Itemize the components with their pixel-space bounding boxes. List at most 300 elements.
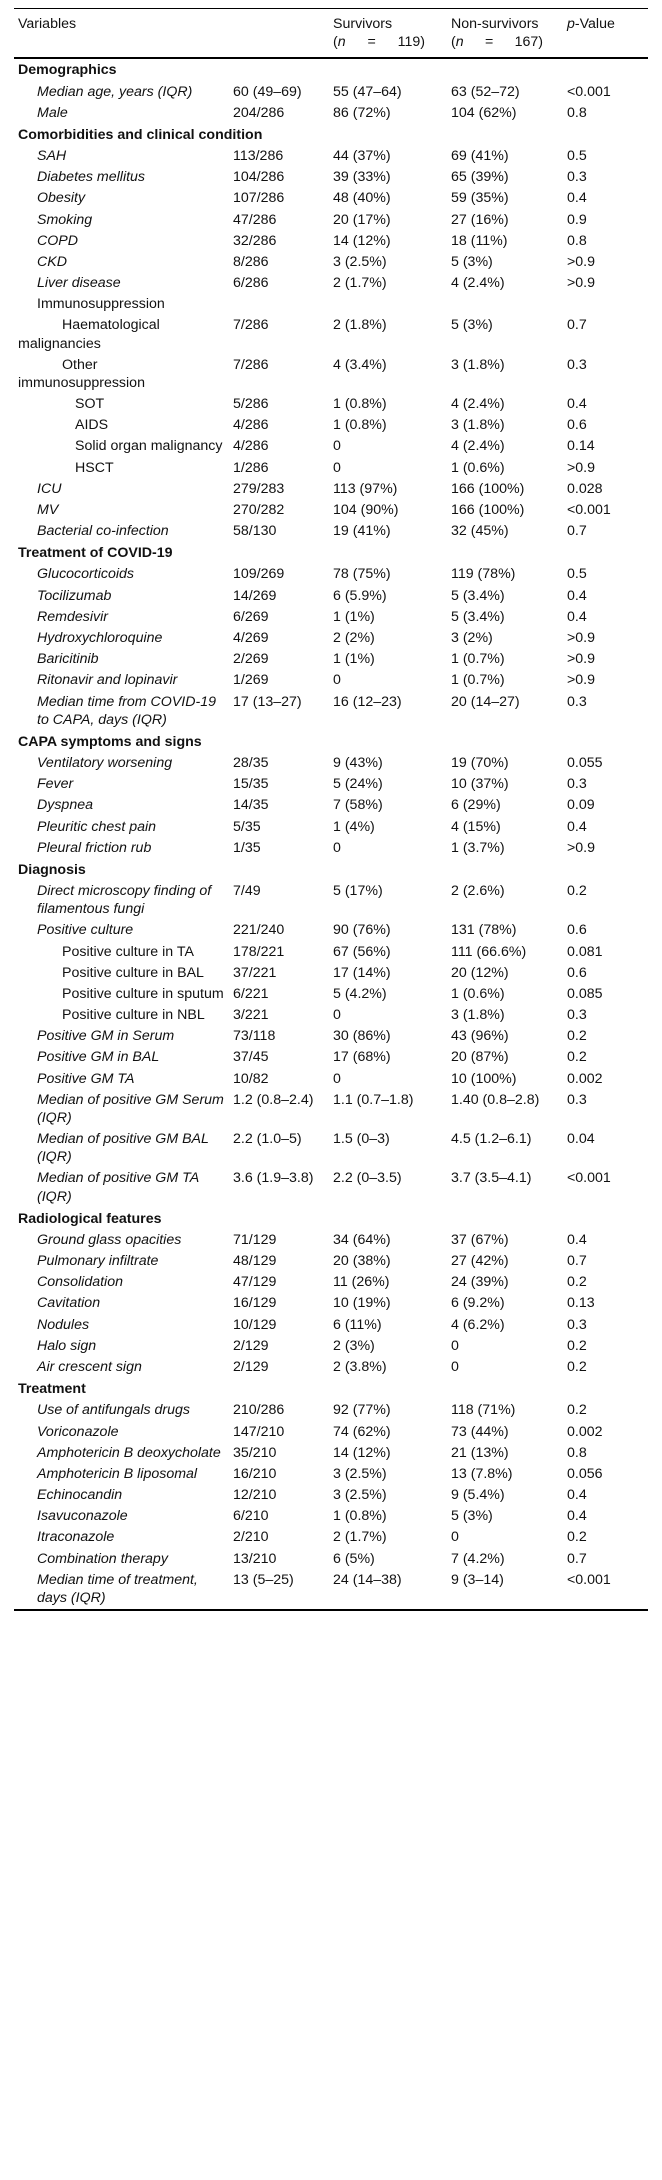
table-row [14,1400,648,1421]
table-row [14,1272,648,1293]
cell-total: 204/286 [233,104,285,121]
table-row [14,146,648,167]
cell-nonsurvivors: 3 (2%) [451,629,493,646]
cell-nonsurvivors: 118 (71%) [451,1402,516,1419]
cell-nonsurvivors: 2 (2.6%) [451,883,505,900]
header-nonsurvivors [447,9,563,59]
row-label: Pleuritic chest pain [37,818,157,835]
cell-total: 1/286 [233,459,269,476]
cell-nonsurvivors: 20 (87%) [451,1049,509,1066]
cell-survivors: 3 (2.5%) [333,253,387,270]
cell-pvalue: 0.4 [567,396,587,413]
cell-nonsurvivors: 131 (78%) [451,922,517,939]
header-survivors-n-open: (n [333,34,346,51]
cell-nonsurvivors: 0 [451,1359,459,1375]
table-row [14,774,648,795]
cell-nonsurvivors: 9 (5.4%) [451,1487,505,1504]
cell-total: 17 (13–27) [233,693,302,710]
cell-total: 13/210 [233,1550,277,1567]
table-row [14,394,648,415]
cell-pvalue: 0.7 [567,1253,587,1270]
cell-pvalue: 0.5 [567,148,587,165]
cell-nonsurvivors: 1 (0.6%) [451,459,505,476]
header-nonsurvivors-n-count: 167) [514,34,543,51]
cell-pvalue: <0.001 [567,501,611,518]
cell-nonsurvivors: 5 (3.4%) [451,608,505,625]
cell-nonsurvivors: 27 (16%) [451,211,509,228]
cell-survivors: 0 [333,672,341,689]
cell-pvalue: 0.2 [567,1337,587,1354]
cell-nonsurvivors: 27 (42%) [451,1253,509,1270]
cell-nonsurvivors: 4 (6.2%) [451,1316,505,1333]
cell-nonsurvivors: 18 (11%) [451,232,508,249]
cell-survivors: 3 (2.5%) [333,1487,387,1504]
table-row [14,795,648,816]
cell-survivors: 7 (58%) [333,797,383,814]
header-total [229,9,329,59]
cell-total: 37/45 [233,1049,269,1066]
cell-pvalue: 0.2 [567,1402,587,1419]
row-label: Positive GM TA [37,1070,135,1087]
table-row [14,1090,648,1129]
cell-survivors: 39 (33%) [333,169,391,186]
cell-survivors: 0 [333,1007,341,1024]
row-label: COPD [37,232,78,249]
cell-pvalue: 0.4 [567,608,587,625]
table-row [14,500,648,521]
cell-survivors: 14 (12%) [333,1444,391,1461]
table-row [14,1293,648,1314]
cell-pvalue: <0.001 [567,83,611,100]
cell-survivors: 2 (2%) [333,629,375,646]
table-row [14,607,648,628]
table-row [14,1357,648,1378]
cell-nonsurvivors: 3 (1.8%) [451,417,505,434]
cell-pvalue: 0.4 [567,1508,587,1525]
cell-survivors: 2 (1.7%) [333,275,387,292]
cell-pvalue: 0.055 [567,755,603,772]
cell-nonsurvivors: 119 (78%) [451,566,516,583]
cell-total: 3.6 (1.9–3.8) [233,1170,314,1187]
header-pvalue [563,9,648,59]
cell-nonsurvivors: 65 (39%) [451,169,509,186]
cell-total: 3/221 [233,1007,269,1024]
row-label: Other immunosuppression [18,356,145,391]
header-nonsurvivors-n [451,33,543,51]
cell-total [229,294,329,315]
cell-pvalue: 0.3 [567,169,587,186]
table-row [14,436,648,457]
row-label: Remdesivir [37,608,108,625]
cell-nonsurvivors: 4 (2.4%) [451,396,505,413]
cell-nonsurvivors: 0 [451,1337,459,1354]
cell-nonsurvivors: 59 (35%) [451,190,509,207]
cell-total: 104/286 [233,169,285,186]
table-row [14,1570,648,1610]
header-nonsurvivors-n-open: (n [451,34,464,51]
row-label: Glucocorticoids [37,566,134,583]
cell-nonsurvivors: 9 (3–14) [451,1571,504,1588]
cell-survivors: 6 (5.9%) [333,587,387,604]
cell-nonsurvivors: 43 (96%) [451,1028,509,1045]
cell-total: 221/240 [233,922,285,939]
cell-total: 270/282 [233,501,285,518]
cell-total: 28/35 [233,755,269,772]
cell-nonsurvivors: 20 (12%) [451,964,509,981]
row-label: Air crescent sign [37,1359,142,1375]
cell-nonsurvivors: 4 (2.4%) [451,275,505,292]
cell-survivors: 92 (77%) [333,1402,391,1419]
cell-total: 10/82 [233,1070,269,1087]
cell-survivors: 67 (56%) [333,943,391,960]
row-label: Isavuconazole [37,1508,128,1525]
cell-pvalue: 0.7 [567,523,587,540]
header-pvalue-suffix: -Value [574,16,615,32]
row-label: Median of positive GM Serum (IQR) [37,1091,224,1126]
cell-nonsurvivors: 166 (100%) [451,480,525,497]
header-pvalue-p: p [567,16,575,32]
row-label: Ritonavir and lopinavir [37,672,178,689]
header-survivors [329,9,447,59]
cell-pvalue: 0.2 [567,883,587,900]
row-label: AIDS [75,417,109,434]
row-label: Fever [37,776,74,793]
cell-survivors: 1 (4%) [333,818,375,835]
cell-total: 14/269 [233,587,277,604]
cell-total: 47/286 [233,211,277,228]
cell-survivors: 0 [333,1070,341,1087]
row-label: Diabetes mellitus [37,169,146,186]
cell-total: 6/210 [233,1508,269,1525]
table-row [14,1527,648,1548]
header-survivors-n [333,33,425,51]
row-label: Use of antifungals drugs [37,1402,191,1419]
header-row [14,9,648,59]
table-row [14,564,648,585]
cell-pvalue: >0.9 [567,629,596,646]
cell-survivors: 5 (24%) [333,776,383,793]
section-title: CAPA symptoms and signs [18,733,202,750]
cell-survivors: 104 (90%) [333,501,399,518]
cell-total: 178/221 [233,943,285,960]
cell-survivors: 2 (3.8%) [333,1359,387,1375]
cell-survivors [329,294,447,315]
table-row [14,817,648,838]
cell-survivors: 10 (19%) [333,1295,391,1312]
cell-survivors: 55 (47–64) [333,83,402,100]
header-survivors-label: Survivors [333,16,393,32]
cell-pvalue: 0.028 [567,480,603,497]
cell-pvalue: 0.9 [567,211,587,228]
cell-total: 6/286 [233,275,269,292]
row-label: Amphotericin B liposomal [37,1465,198,1482]
cell-nonsurvivors: 73 (44%) [451,1423,509,1440]
table-row [14,963,648,984]
cell-total: 48/129 [233,1253,277,1270]
cell-pvalue: 0.13 [567,1295,595,1312]
cell-nonsurvivors: 37 (67%) [451,1231,509,1248]
cell-total: 2/129 [233,1337,269,1354]
cell-nonsurvivors: 0 [451,1529,459,1546]
table-row [14,1336,648,1357]
cell-nonsurvivors: 6 (29%) [451,797,501,814]
row-label: Immunosuppression [37,296,165,313]
row-label: SOT [75,396,105,413]
cell-survivors: 78 (75%) [333,566,391,583]
cell-total: 6/221 [233,985,269,1002]
row-label: SAH [37,148,67,165]
table-row [14,479,648,500]
cell-total: 2/210 [233,1529,269,1546]
cell-pvalue: <0.001 [567,1170,611,1187]
table-row [14,294,648,315]
section-header-row [14,859,648,881]
cell-total: 16/129 [233,1295,277,1312]
header-variables: Variables [18,16,77,32]
cell-survivors: 9 (43%) [333,755,383,772]
cell-nonsurvivors: 20 (14–27) [451,693,520,710]
row-label: Male [37,104,68,121]
row-label: HSCT [75,459,114,476]
row-label: Median time of treatment, days (IQR) [37,1571,198,1606]
row-label: ICU [37,480,62,497]
cell-survivors: 20 (38%) [333,1253,391,1270]
section-title: Comorbidities and clinical condition [18,126,263,143]
row-label: Combination therapy [37,1550,168,1567]
table-row [14,521,648,542]
section-title: Radiological features [18,1210,162,1227]
table-row [14,1168,648,1207]
cell-survivors: 11 (26%) [333,1274,390,1291]
row-label: Median of positive GM TA (IQR) [37,1170,199,1205]
cell-nonsurvivors: 4.5 (1.2–6.1) [451,1131,532,1148]
cell-nonsurvivors: 104 (62%) [451,104,517,121]
cell-total: 15/35 [233,776,269,793]
row-label: Dyspnea [37,797,93,814]
cell-survivors: 2 (3%) [333,1337,375,1354]
row-label: MV [37,501,59,518]
cell-survivors: 4 (3.4%) [333,356,387,373]
cell-pvalue: 0.4 [567,818,587,835]
cell-total: 4/269 [233,629,269,646]
cell-nonsurvivors: 5 (3.4%) [451,587,505,604]
cell-nonsurvivors: 111 (66.6%) [451,943,527,960]
cell-nonsurvivors: 4 (2.4%) [451,438,505,455]
table-row [14,1506,648,1527]
table-row [14,188,648,209]
cell-pvalue: 0.6 [567,922,587,939]
cell-pvalue: >0.9 [567,275,596,292]
row-label: Pulmonary infiltrate [37,1253,159,1270]
row-label: Echinocandin [37,1487,123,1504]
row-label: Liver disease [37,275,121,292]
row-label: Pleural friction rub [37,839,152,856]
table-row [14,1464,648,1485]
section-title: Treatment of COVID-19 [18,545,173,562]
cell-total: 13 (5–25) [233,1571,294,1588]
table-row [14,210,648,231]
cell-nonsurvivors: 1.40 (0.8–2.8) [451,1091,540,1108]
cell-survivors: 1 (0.8%) [333,396,387,413]
cell-total: 8/286 [233,253,269,270]
cell-survivors: 1 (0.8%) [333,417,387,434]
cell-total: 7/286 [233,356,269,373]
section-header-row [14,731,648,753]
table-row [14,670,648,691]
cell-total: 60 (49–69) [233,83,302,100]
table-header [14,9,648,59]
cell-nonsurvivors: 5 (3%) [451,1508,493,1525]
table-row [14,1069,648,1090]
cell-nonsurvivors: 69 (41%) [451,148,509,165]
cell-survivors: 1.1 (0.7–1.8) [333,1091,414,1108]
table-row [14,692,648,731]
row-label: Positive culture in TA [62,943,194,960]
table-row [14,1129,648,1168]
cell-pvalue: 0.2 [567,1049,587,1066]
row-label: Obesity [37,190,86,207]
cell-pvalue [563,294,648,315]
cell-survivors: 5 (4.2%) [333,985,387,1002]
table-row [14,753,648,774]
cell-pvalue: 0.3 [567,1007,587,1024]
section-title: Treatment [18,1381,86,1398]
cell-nonsurvivors: 7 (4.2%) [451,1550,505,1567]
row-label: Positive GM in Serum [37,1028,175,1045]
table-row [14,1485,648,1506]
cell-pvalue: 0.3 [567,1091,587,1108]
cell-pvalue: 0.2 [567,1359,587,1375]
cell-nonsurvivors: 3 (1.8%) [451,356,505,373]
cell-survivors: 2 (1.7%) [333,1529,387,1546]
cell-survivors: 5 (17%) [333,883,383,900]
cell-total: 2/129 [233,1359,269,1375]
section-header-row [14,1208,648,1230]
row-label: Cavitation [37,1295,101,1312]
cell-total: 147/210 [233,1423,285,1440]
cell-pvalue: 0.6 [567,417,587,434]
table-row [14,415,648,436]
section-header-row [14,1378,648,1400]
row-label: Haematological malignancies [18,317,160,352]
row-label: Positive culture in NBL [62,1007,205,1024]
table-container [14,8,648,1611]
cell-total: 4/286 [233,417,269,434]
cell-total: 12/210 [233,1487,277,1504]
row-label: Hydroxychloroquine [37,629,163,646]
cell-pvalue: >0.9 [567,459,596,476]
row-label: CKD [37,253,67,270]
row-label: Nodules [37,1316,90,1333]
table-row [14,984,648,1005]
table-row [14,273,648,294]
table-row [14,103,648,124]
cell-pvalue: 0.8 [567,104,587,121]
row-label: Amphotericin B deoxycholate [37,1444,221,1461]
cell-pvalue: >0.9 [567,253,596,270]
table-row [14,1230,648,1251]
section-header-row [14,542,648,564]
cell-nonsurvivors: 5 (3%) [451,317,493,334]
table-row [14,82,648,103]
cell-total: 107/286 [233,190,285,207]
table-row [14,1422,648,1443]
row-label: Baricitinib [37,651,99,668]
cell-pvalue: 0.002 [567,1070,603,1087]
cell-nonsurvivors: 3.7 (3.5–4.1) [451,1170,532,1187]
cell-pvalue: 0.3 [567,356,587,373]
cell-nonsurvivors: 1 (3.7%) [451,839,505,856]
section-header-row [14,124,648,146]
cell-nonsurvivors: 24 (39%) [451,1274,509,1291]
row-label: Voriconazole [37,1423,119,1440]
cell-total: 2/269 [233,651,269,668]
table-row [14,586,648,607]
row-label: Positive culture in BAL [62,964,204,981]
cell-survivors: 6 (5%) [333,1550,375,1567]
cell-survivors: 74 (62%) [333,1423,391,1440]
cell-total: 1.2 (0.8–2.4) [233,1091,314,1108]
cell-total: 109/269 [233,566,285,583]
cell-total: 73/118 [233,1028,276,1045]
row-label: Positive culture [37,922,134,939]
table-row [14,1549,648,1570]
cell-survivors: 1 (1%) [333,608,375,625]
cell-nonsurvivors [447,294,563,315]
cell-nonsurvivors: 1 (0.6%) [451,985,505,1002]
cell-nonsurvivors: 63 (52–72) [451,83,520,100]
cell-survivors: 24 (14–38) [333,1571,402,1588]
cell-total: 279/283 [233,480,285,497]
cell-survivors: 44 (37%) [333,148,391,165]
cell-pvalue: 0.4 [567,1487,587,1504]
table-row [14,355,648,394]
table-body [14,58,648,1610]
cell-total: 5/286 [233,396,269,413]
cell-nonsurvivors: 1 (0.7%) [451,672,505,689]
table-row [14,649,648,670]
cell-pvalue: 0.4 [567,1231,587,1248]
cell-survivors: 3 (2.5%) [333,1465,387,1482]
row-label: Consolidation [37,1274,123,1291]
table-row [14,252,648,273]
row-label: Median of positive GM BAL (IQR) [37,1131,209,1166]
cell-pvalue: 0.4 [567,190,587,207]
row-label: Ventilatory worsening [37,755,173,772]
cell-pvalue: 0.2 [567,1274,587,1291]
cell-pvalue: 0.3 [567,776,587,793]
cell-total: 14/35 [233,797,269,814]
table-row [14,1443,648,1464]
cell-total: 71/129 [233,1231,277,1248]
cell-pvalue: 0.09 [567,797,595,814]
cell-nonsurvivors: 19 (70%) [451,755,509,772]
table-row [14,1005,648,1026]
cell-survivors: 86 (72%) [333,104,391,121]
table-row [14,628,648,649]
cell-nonsurvivors: 13 (7.8%) [451,1465,513,1482]
cell-nonsurvivors: 10 (37%) [451,776,509,793]
row-label: Smoking [37,211,93,228]
row-label: Positive culture in sputum [62,985,224,1002]
cell-pvalue: 0.7 [567,317,587,334]
cell-survivors: 16 (12–23) [333,693,402,710]
cell-total: 1/269 [233,672,269,689]
cell-survivors: 1.5 (0–3) [333,1131,390,1148]
row-label: Bacterial co-infection [37,523,169,540]
table-row [14,167,648,188]
row-label: Median time from COVID-19 to CAPA, days (IQR) [37,693,216,728]
